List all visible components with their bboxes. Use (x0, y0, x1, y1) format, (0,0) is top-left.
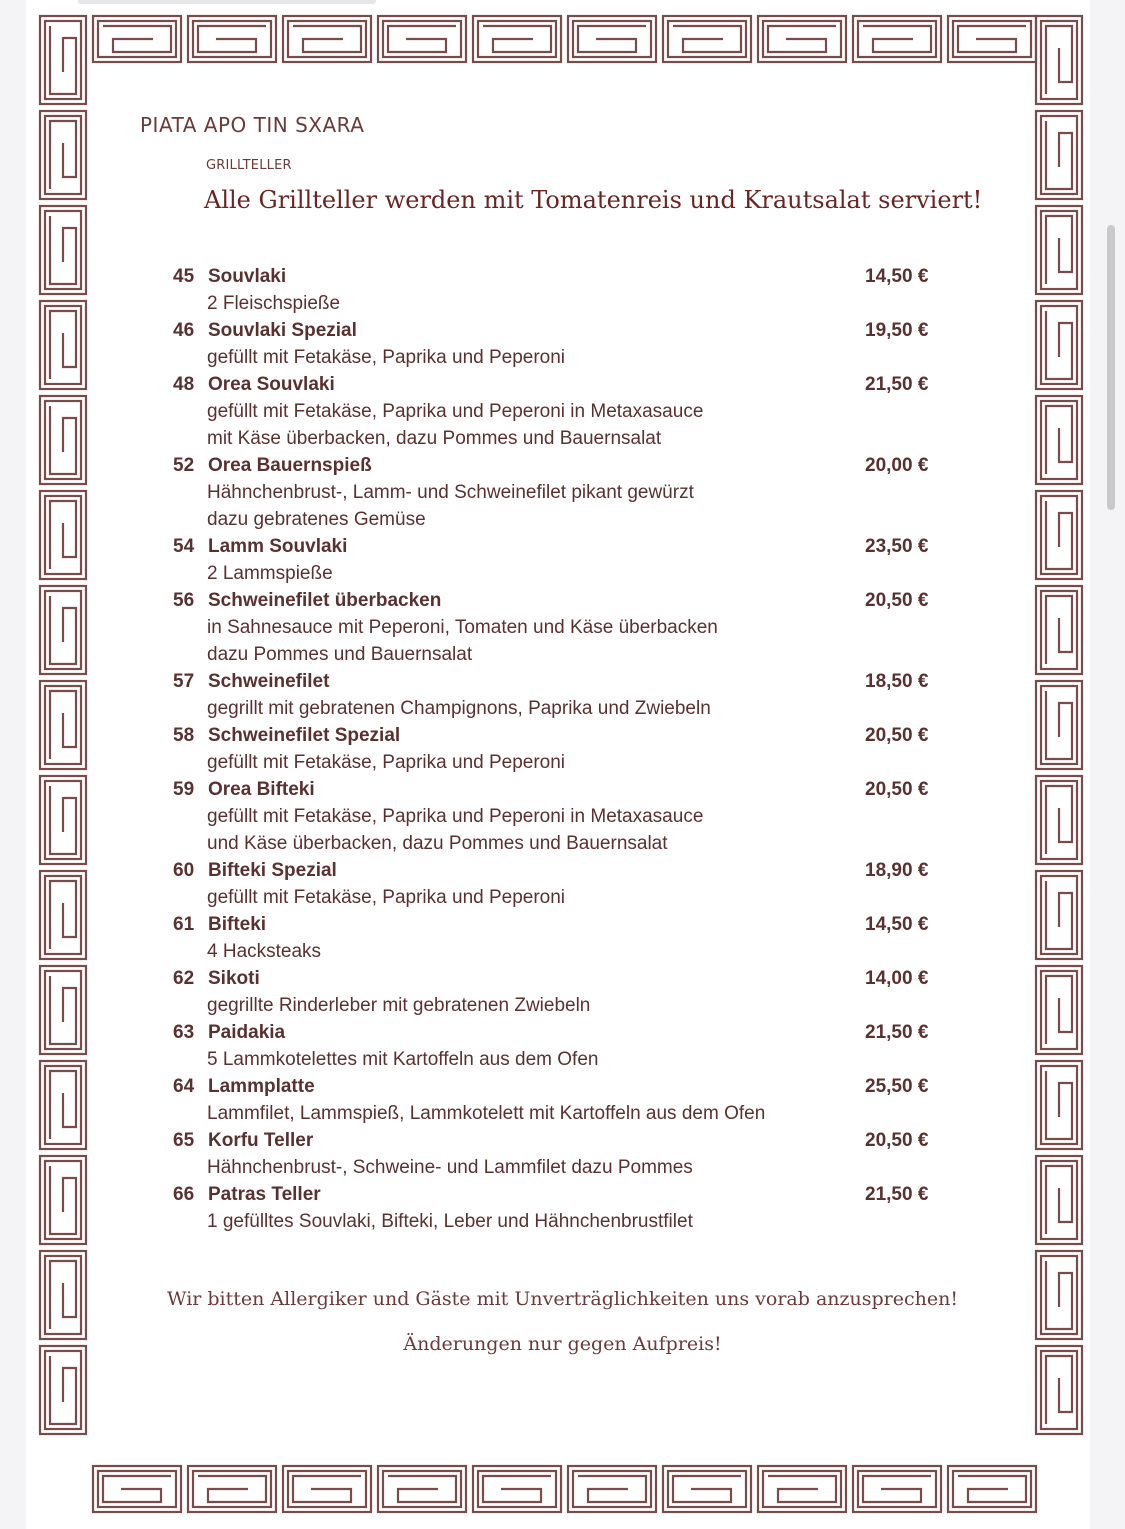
item-name: Korfu Teller (208, 1130, 314, 1151)
item-name: Bifteki Spezial (208, 860, 337, 881)
item-description: 1 gefülltes Souvlaki, Bifteki, Leber und Hähnchenbrustfilet (207, 1211, 693, 1232)
menu-item-row (0, 776, 1125, 803)
menu-item-row (0, 911, 1125, 938)
item-price: 23,50 € (865, 536, 929, 557)
item-description: 2 Lammspieße (207, 563, 333, 584)
menu-item-row (0, 587, 1125, 614)
item-number: 63 (173, 1022, 195, 1043)
menu-item-row (0, 1127, 1125, 1154)
item-description: 2 Fleischspieße (207, 293, 341, 314)
item-name: Schweinefilet Spezial (208, 725, 401, 746)
item-number: 56 (173, 590, 195, 611)
item-description: dazu gebratenes Gemüse (207, 509, 426, 530)
item-price: 14,50 € (865, 914, 929, 935)
item-price: 21,50 € (865, 1022, 929, 1043)
item-name: Orea Bifteki (208, 779, 315, 800)
item-description: gegrillte Rinderleber mit gebratenen Zwiebeln (207, 995, 591, 1016)
changes-note: Änderungen nur gegen Aufpreis! (403, 1333, 722, 1355)
item-description: Hähnchenbrust-, Lamm- und Schweinefilet pikant gewürzt (207, 482, 694, 503)
item-description: dazu Pommes und Bauernsalat (207, 644, 473, 665)
item-price: 21,50 € (865, 374, 929, 395)
item-name: Souvlaki (208, 266, 287, 287)
section-title: PIATA APO TIN SXARA (140, 113, 365, 137)
menu-item-row (0, 371, 1125, 398)
item-name: Patras Teller (208, 1184, 321, 1205)
item-name: Lamm Souvlaki (208, 536, 348, 557)
menu-item-row (0, 1019, 1125, 1046)
item-description: gefüllt mit Fetakäse, Paprika und Peperoni (207, 887, 566, 908)
item-description: gefüllt mit Fetakäse, Paprika und Peperoni in Metaxasauce (207, 401, 704, 422)
menu-item-row (0, 263, 1125, 290)
menu-item-row (0, 452, 1125, 479)
item-price: 18,50 € (865, 671, 929, 692)
menu-item-row (0, 857, 1125, 884)
menu-item-row (0, 668, 1125, 695)
section-intro: Alle Grillteller werden mit Tomatenreis und Krautsalat serviert! (204, 186, 983, 214)
item-description: Lammfilet, Lammspieß, Lammkotelett mit Kartoffeln aus dem Ofen (207, 1103, 766, 1124)
item-description: gefüllt mit Fetakäse, Paprika und Peperoni in Metaxasauce (207, 806, 704, 827)
item-price: 20,00 € (865, 455, 929, 476)
item-description: 4 Hacksteaks (207, 941, 322, 962)
item-name: Orea Bauernspieß (208, 455, 372, 476)
item-number: 66 (173, 1184, 195, 1205)
item-number: 64 (173, 1076, 195, 1097)
item-name: Lammplatte (208, 1076, 315, 1097)
item-number: 45 (173, 266, 195, 287)
item-price: 20,50 € (865, 725, 929, 746)
item-price: 20,50 € (865, 1130, 929, 1151)
item-price: 14,50 € (865, 266, 929, 287)
item-price: 19,50 € (865, 320, 929, 341)
allergy-note: Wir bitten Allergiker und Gäste mit Unverträglichkeiten uns vorab anzusprechen! (167, 1288, 958, 1310)
item-number: 46 (173, 320, 195, 341)
item-description: mit Käse überbacken, dazu Pommes und Bauernsalat (207, 428, 662, 449)
item-price: 18,90 € (865, 860, 929, 881)
item-name: Souvlaki Spezial (208, 320, 357, 341)
item-number: 59 (173, 779, 195, 800)
item-description: gefüllt mit Fetakäse, Paprika und Peperoni (207, 752, 566, 773)
item-description: Hähnchenbrust-, Schweine- und Lammfilet dazu Pommes (207, 1157, 693, 1178)
item-number: 58 (173, 725, 195, 746)
item-name: Sikoti (208, 968, 260, 989)
menu-item-row (0, 722, 1125, 749)
item-price: 14,00 € (865, 968, 929, 989)
item-name: Paidakia (208, 1022, 286, 1043)
item-price: 21,50 € (865, 1184, 929, 1205)
item-name: Orea Souvlaki (208, 374, 335, 395)
item-description: 5 Lammkotelettes mit Kartoffeln aus dem Ofen (207, 1049, 599, 1070)
item-number: 62 (173, 968, 195, 989)
item-number: 54 (173, 536, 195, 557)
menu-item-row (0, 1181, 1125, 1208)
item-name: Schweinefilet überbacken (208, 590, 442, 611)
item-price: 20,50 € (865, 590, 929, 611)
item-description: und Käse überbacken, dazu Pommes und Bauernsalat (207, 833, 668, 854)
menu-item-row (0, 965, 1125, 992)
item-name: Schweinefilet (208, 671, 330, 692)
item-number: 65 (173, 1130, 195, 1151)
item-number: 60 (173, 860, 195, 881)
section-subtitle: GRILLTELLER (206, 158, 292, 173)
item-price: 20,50 € (865, 779, 929, 800)
item-number: 61 (173, 914, 195, 935)
item-description: gegrillt mit gebratenen Champignons, Paprika und Zwiebeln (207, 698, 711, 719)
item-description: in Sahnesauce mit Peperoni, Tomaten und Käse überbacken (207, 617, 718, 638)
item-number: 52 (173, 455, 195, 476)
item-number: 48 (173, 374, 195, 395)
item-price: 25,50 € (865, 1076, 929, 1097)
item-name: Bifteki (208, 914, 267, 935)
menu-item-row (0, 317, 1125, 344)
item-description: gefüllt mit Fetakäse, Paprika und Peperoni (207, 347, 566, 368)
item-number: 57 (173, 671, 195, 692)
menu-item-row (0, 1073, 1125, 1100)
menu-item-row (0, 533, 1125, 560)
